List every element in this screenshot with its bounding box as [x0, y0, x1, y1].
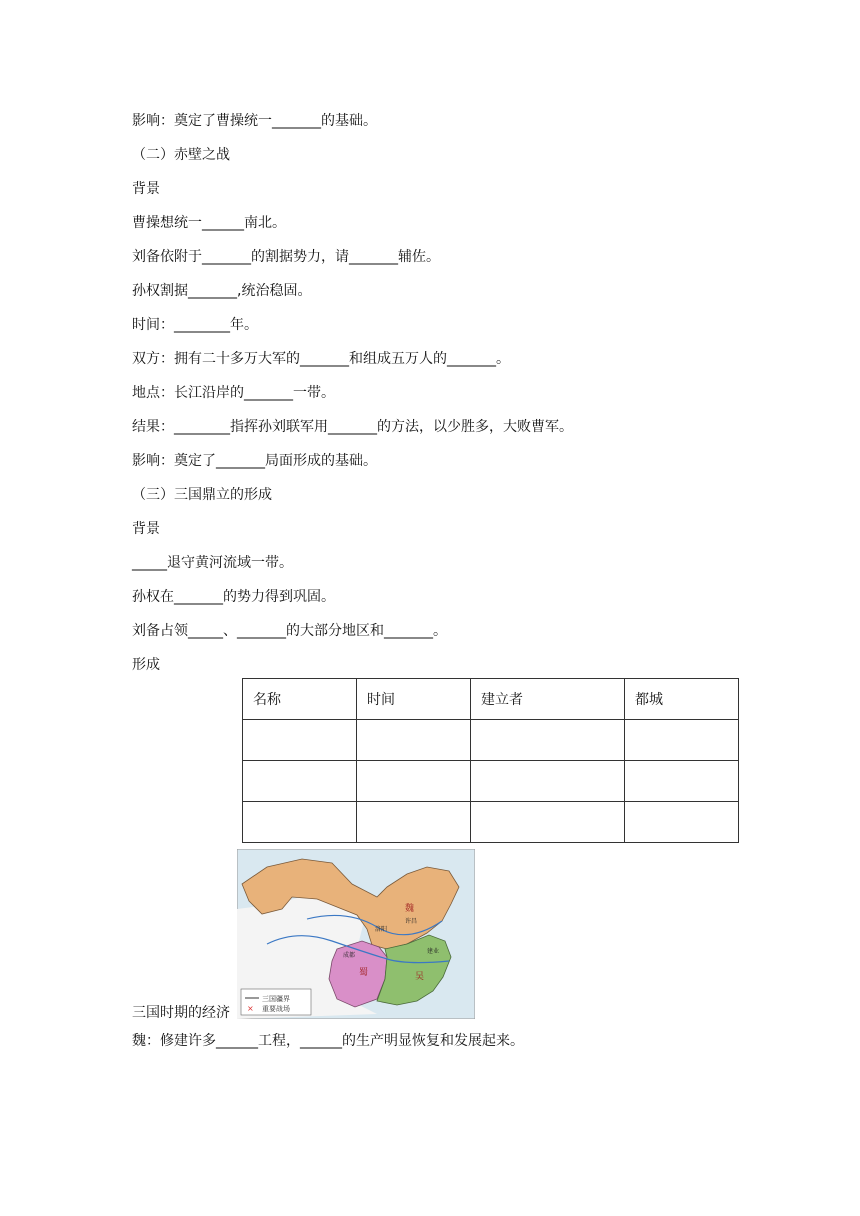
- map-caption: 三国时期的经济: [132, 1005, 230, 1021]
- text-line: 双方：拥有二十多万大军的_______和组成五万人的_______。: [132, 351, 510, 367]
- label-wei: 魏: [405, 904, 415, 914]
- table-row: [243, 720, 739, 761]
- text-line: _____退守黄河流域一带。: [132, 555, 293, 571]
- table-header-row: [243, 679, 739, 720]
- text-line: 影响：奠定了曹操统一_______的基础。: [132, 113, 377, 129]
- label-wu: 吴: [415, 972, 425, 982]
- label-xuchang: 许昌: [405, 918, 418, 925]
- text-line: 曹操想统一______南北。: [132, 215, 286, 231]
- label-chengdu: 成都: [343, 952, 356, 959]
- three-kingdoms-table: [242, 678, 739, 843]
- text-line: 地点：长江沿岸的_______一带。: [132, 385, 335, 401]
- text-line: 孙权割据_______,统治稳固。: [132, 283, 312, 299]
- text-line: 时间：________年。: [132, 317, 258, 333]
- subheading: 背景: [132, 181, 160, 197]
- section-heading: （三）三国鼎立的形成: [132, 487, 272, 503]
- three-kingdoms-map: [237, 849, 475, 1019]
- legend-boundary: 三国疆界: [262, 995, 290, 1003]
- text-line: 结果：________指挥孙刘联军用_______的方法，以少胜多，大败曹军。: [132, 419, 573, 435]
- section-heading: （二）赤壁之战: [132, 147, 230, 163]
- subheading: 形成: [132, 657, 160, 673]
- legend-battlefield: 重要战场: [262, 1005, 290, 1013]
- text-line: 刘备依附于_______的割据势力，请_______辅佐。: [132, 249, 440, 265]
- svg-text:×: ×: [247, 1004, 254, 1013]
- text-line: 影响：奠定了_______局面形成的基础。: [132, 453, 377, 469]
- header-time: 时间: [357, 679, 471, 720]
- label-luoyang: 洛阳: [375, 926, 388, 933]
- header-founder: 建立者: [471, 679, 625, 720]
- subheading: 背景: [132, 521, 160, 537]
- table-row: [243, 761, 739, 802]
- header-name: 名称: [243, 679, 357, 720]
- label-jianye: 建业: [427, 948, 440, 955]
- label-shu: 蜀: [359, 968, 369, 978]
- text-line: 魏：修建许多______工程，______的生产明显恢复和发展起来。: [132, 1033, 524, 1049]
- table-row: [243, 802, 739, 843]
- text-line: 刘备占领_____、_______的大部分地区和_______。: [132, 623, 447, 639]
- text-line: 孙权在_______的势力得到巩固。: [132, 589, 335, 605]
- header-capital: 都城: [625, 679, 739, 720]
